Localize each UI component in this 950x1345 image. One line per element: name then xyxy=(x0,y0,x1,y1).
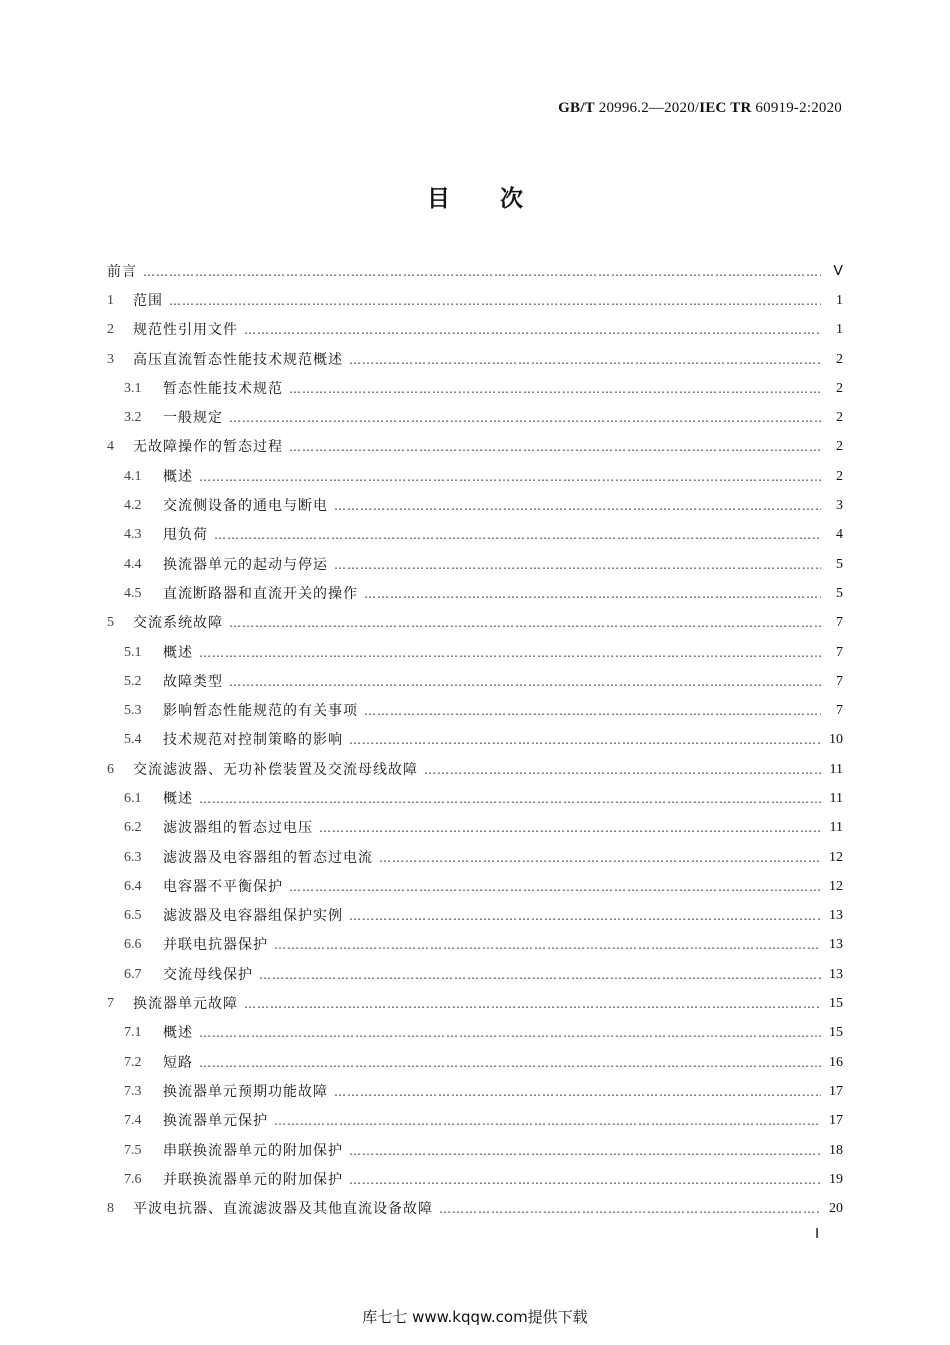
toc-leader-dots xyxy=(334,1086,821,1098)
toc-entry-page: 11 xyxy=(829,820,843,836)
toc-entry-title: 技术规范对控制策略的影响 xyxy=(163,732,343,749)
toc-leader-dots xyxy=(334,559,821,571)
toc-entry-page: 17 xyxy=(829,1083,843,1099)
toc-entry-title: 并联换流器单元的附加保护 xyxy=(163,1171,343,1188)
toc-entry-title: 滤波器组的暂态过电压 xyxy=(163,820,313,837)
toc-leader-dots xyxy=(319,822,821,834)
toc-entry-title: 影响暂态性能规范的有关事项 xyxy=(163,703,358,720)
toc-entry[interactable] xyxy=(107,726,843,755)
toc-entry-number: 3.1 xyxy=(124,380,142,396)
toc-entry[interactable] xyxy=(107,1048,843,1077)
toc-entry-page: 18 xyxy=(829,1142,843,1158)
toc-entry-page: 5 xyxy=(836,556,843,572)
page-number: Ⅰ xyxy=(815,1227,820,1242)
toc-entry[interactable] xyxy=(107,1165,843,1194)
toc-entry-title: 前言 xyxy=(107,263,137,280)
toc-entry-title: 范围 xyxy=(133,292,163,309)
toc-leader-dots xyxy=(424,764,821,776)
standard-number: 20996.2—2020/ xyxy=(594,100,700,116)
toc-entry[interactable] xyxy=(107,1019,843,1048)
toc-entry-number: 7.4 xyxy=(124,1113,142,1129)
toc-entry[interactable] xyxy=(107,902,843,931)
toc-entry-title: 一般规定 xyxy=(163,410,223,427)
toc-leader-dots xyxy=(274,1115,821,1127)
toc-leader-dots xyxy=(229,676,821,688)
toc-entry-page: 7 xyxy=(836,615,843,631)
toc-entry-number: 2 xyxy=(107,322,114,338)
toc-entry-title: 交流系统故障 xyxy=(133,615,223,632)
toc-entry-title: 平波电抗器、直流滤波器及其他直流设备故障 xyxy=(133,1201,433,1218)
toc-entry-page: 2 xyxy=(836,468,843,484)
toc-leader-dots xyxy=(274,939,821,951)
toc-entry-title: 无故障操作的暂态过程 xyxy=(133,439,283,456)
toc-entry-page: 13 xyxy=(829,937,843,953)
toc-leader-dots xyxy=(259,969,821,981)
toc-entry-number: 8 xyxy=(107,1201,114,1217)
toc-entry[interactable] xyxy=(107,345,843,374)
toc-entry-title: 滤波器及电容器组保护实例 xyxy=(163,908,343,925)
toc-entry[interactable] xyxy=(107,989,843,1018)
toc-entry-page: 2 xyxy=(836,410,843,426)
toc-entry-page: 15 xyxy=(829,996,843,1012)
toc-entry-number: 6.1 xyxy=(124,790,142,806)
toc-entry-page: 7 xyxy=(836,673,843,689)
toc-entry-title: 概述 xyxy=(163,644,193,661)
toc-leader-dots xyxy=(199,647,821,659)
toc-leader-dots xyxy=(289,881,821,893)
toc-entry[interactable] xyxy=(107,521,843,550)
toc-entry-number: 5.3 xyxy=(124,703,142,719)
toc-entry-number: 3.2 xyxy=(124,410,142,426)
toc-entry-title: 换流器单元预期功能故障 xyxy=(163,1083,328,1100)
toc-entry[interactable] xyxy=(107,1107,843,1136)
toc-entry-title: 短路 xyxy=(163,1054,193,1071)
toc-entry-title: 交流滤波器、无功补偿装置及交流母线故障 xyxy=(133,761,418,778)
toc-entry-page: 11 xyxy=(829,790,843,806)
toc-entry-title: 交流侧设备的通电与断电 xyxy=(163,498,328,515)
toc-entry[interactable] xyxy=(107,433,843,462)
toc-entry-number: 6 xyxy=(107,761,114,777)
toc-entry-title: 串联换流器单元的附加保护 xyxy=(163,1142,343,1159)
toc-entry-page: 1 xyxy=(836,292,843,308)
toc-entry[interactable] xyxy=(107,638,843,667)
toc-entry[interactable] xyxy=(107,696,843,725)
toc-entry[interactable] xyxy=(107,579,843,608)
toc-entry[interactable] xyxy=(107,550,843,579)
page-title xyxy=(0,180,950,213)
toc-leader-dots xyxy=(289,441,821,453)
toc-leader-dots xyxy=(214,529,821,541)
toc-entry-number: 5.2 xyxy=(124,673,142,689)
toc-leader-dots xyxy=(364,588,821,600)
toc-leader-dots xyxy=(244,998,821,1010)
toc-entry-number: 6.5 xyxy=(124,908,142,924)
toc-leader-dots xyxy=(199,793,821,805)
toc-entry-title: 概述 xyxy=(163,468,193,485)
toc-entry-page: 2 xyxy=(836,380,843,396)
toc-entry[interactable] xyxy=(107,316,843,345)
toc-entry-title: 交流母线保护 xyxy=(163,966,253,983)
toc-entry-page: 11 xyxy=(829,761,843,777)
toc-entry-number: 4.1 xyxy=(124,468,142,484)
toc-entry[interactable] xyxy=(107,403,843,432)
toc-leader-dots xyxy=(379,852,821,864)
toc-entry[interactable] xyxy=(107,755,843,784)
toc-entry[interactable] xyxy=(107,286,843,315)
toc-leader-dots xyxy=(334,500,821,512)
toc-entry-number: 5 xyxy=(107,615,114,631)
toc-entry-number: 4.4 xyxy=(124,556,142,572)
toc-leader-dots xyxy=(143,266,821,278)
toc-leader-dots xyxy=(349,910,821,922)
toc-entry[interactable] xyxy=(107,491,843,520)
toc-entry-title: 电容器不平衡保护 xyxy=(163,878,283,895)
toc-leader-dots xyxy=(199,1057,821,1069)
toc-entry-page: 17 xyxy=(829,1113,843,1129)
toc-entry-number: 6.7 xyxy=(124,966,142,982)
toc-entry-number: 4.2 xyxy=(124,498,142,514)
toc-entry-page: 7 xyxy=(836,644,843,660)
toc-entry-number: 7 xyxy=(107,996,114,1012)
toc-entry[interactable] xyxy=(107,257,843,286)
toc-entry-page: 1 xyxy=(836,322,843,338)
toc-entry-page: 12 xyxy=(829,849,843,865)
toc-entry-number: 7.5 xyxy=(124,1142,142,1158)
toc-entry-number: 4 xyxy=(107,439,114,455)
toc-entry-title: 甩负荷 xyxy=(163,527,208,544)
toc-leader-dots xyxy=(349,734,821,746)
toc-entry-title: 直流断路器和直流开关的操作 xyxy=(163,585,358,602)
toc-entry-page: 5 xyxy=(836,585,843,601)
toc-leader-dots xyxy=(349,354,821,366)
toc-entry-title: 故障类型 xyxy=(163,673,223,690)
toc-entry-number: 3 xyxy=(107,351,114,367)
toc-entry-number: 6.6 xyxy=(124,937,142,953)
toc-entry-title: 换流器单元的起动与停运 xyxy=(163,556,328,573)
toc-entry-number: 7.2 xyxy=(124,1054,142,1070)
toc-entry-number: 1 xyxy=(107,292,114,308)
toc-entry-number: 7.3 xyxy=(124,1083,142,1099)
toc-entry[interactable] xyxy=(107,843,843,872)
toc-entry-page: 19 xyxy=(829,1171,843,1187)
toc-entry-title: 高压直流暂态性能技术规范概述 xyxy=(133,351,343,368)
toc-entry[interactable] xyxy=(107,667,843,696)
toc-entry-title: 规范性引用文件 xyxy=(133,322,238,339)
standard-code: GB/T xyxy=(558,100,595,116)
iec-number: 60919-2:2020 xyxy=(751,100,842,116)
download-footer: 库七七 www.kqqw.com提供下载 xyxy=(362,1308,588,1326)
toc-entry-page: 2 xyxy=(836,439,843,455)
toc-entry[interactable] xyxy=(107,1077,843,1106)
toc-entry[interactable] xyxy=(107,1136,843,1165)
table-of-contents xyxy=(107,257,843,1224)
toc-leader-dots xyxy=(199,1027,821,1039)
toc-leader-dots xyxy=(229,412,821,424)
iec-code: IEC TR xyxy=(699,100,752,116)
toc-entry-title: 并联电抗器保护 xyxy=(163,937,268,954)
toc-entry-number: 5.4 xyxy=(124,732,142,748)
toc-entry-page: 2 xyxy=(836,351,843,367)
toc-entry-title: 概述 xyxy=(163,790,193,807)
toc-entry-page: 4 xyxy=(836,527,843,543)
toc-entry-number: 5.1 xyxy=(124,644,142,660)
toc-entry[interactable] xyxy=(107,872,843,901)
toc-leader-dots xyxy=(289,383,821,395)
toc-entry-title: 暂态性能技术规范 xyxy=(163,380,283,397)
toc-leader-dots xyxy=(349,1174,821,1186)
toc-entry-page: 10 xyxy=(829,732,843,748)
toc-leader-dots xyxy=(439,1203,821,1215)
toc-entry-number: 6.2 xyxy=(124,820,142,836)
toc-entry-page: 12 xyxy=(829,878,843,894)
toc-entry-page: 15 xyxy=(829,1025,843,1041)
toc-entry-page: Ⅴ xyxy=(833,263,843,279)
toc-entry[interactable] xyxy=(107,931,843,960)
toc-entry-title: 换流器单元故障 xyxy=(133,996,238,1013)
toc-entry-title: 换流器单元保护 xyxy=(163,1113,268,1130)
toc-entry-page: 13 xyxy=(829,966,843,982)
toc-entry[interactable] xyxy=(107,1195,843,1224)
toc-entry-number: 4.5 xyxy=(124,585,142,601)
toc-leader-dots xyxy=(364,705,821,717)
toc-entry-number: 6.3 xyxy=(124,849,142,865)
toc-entry[interactable] xyxy=(107,960,843,989)
title-char-1: 目 xyxy=(427,186,450,212)
toc-leader-dots xyxy=(199,471,821,483)
toc-leader-dots xyxy=(349,1145,821,1157)
toc-entry-title: 滤波器及电容器组的暂态过电流 xyxy=(163,849,373,866)
toc-entry[interactable] xyxy=(107,462,843,491)
toc-entry-title: 概述 xyxy=(163,1025,193,1042)
toc-entry-page: 13 xyxy=(829,908,843,924)
toc-entry-number: 7.6 xyxy=(124,1171,142,1187)
standard-header xyxy=(558,100,842,117)
toc-leader-dots xyxy=(169,295,821,307)
toc-entry-page: 3 xyxy=(836,498,843,514)
toc-entry-number: 6.4 xyxy=(124,878,142,894)
toc-leader-dots xyxy=(244,324,821,336)
toc-entry[interactable] xyxy=(107,784,843,813)
toc-entry-number: 4.3 xyxy=(124,527,142,543)
toc-entry-number: 7.1 xyxy=(124,1025,142,1041)
toc-entry[interactable] xyxy=(107,814,843,843)
toc-entry-page: 16 xyxy=(829,1054,843,1070)
toc-entry-page: 7 xyxy=(836,703,843,719)
title-char-2: 次 xyxy=(500,186,523,212)
toc-entry-page: 20 xyxy=(829,1201,843,1217)
toc-leader-dots xyxy=(229,617,821,629)
toc-entry[interactable] xyxy=(107,374,843,403)
toc-entry[interactable] xyxy=(107,609,843,638)
